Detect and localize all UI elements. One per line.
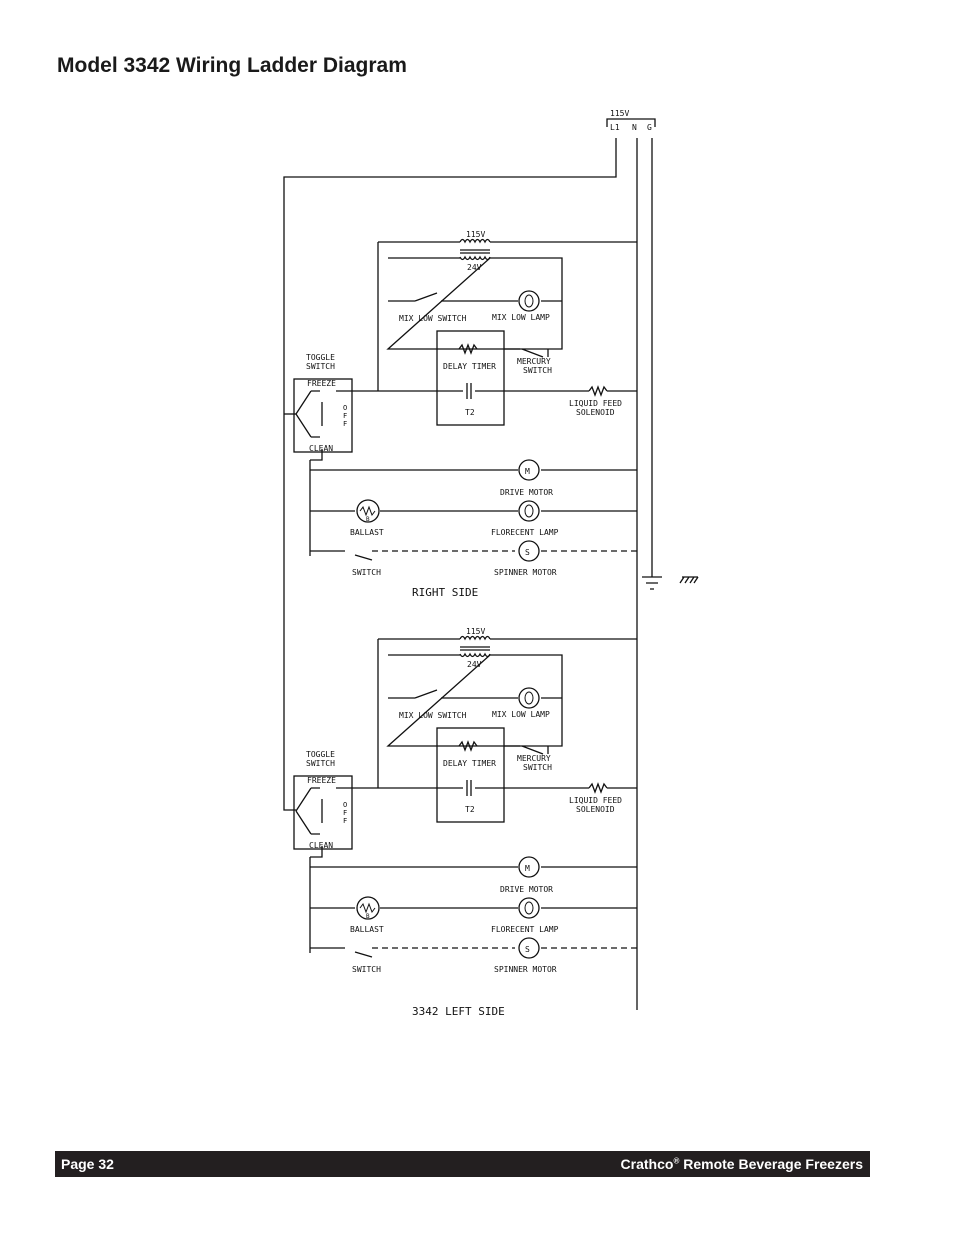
spinner-s-right: S: [525, 548, 530, 557]
page-footer: [55, 1151, 870, 1177]
florecent-lamp-right: [519, 501, 539, 521]
mix-low-lamp-label-left: MIX LOW LAMP: [492, 710, 550, 719]
page-number: Page 32: [61, 1156, 114, 1172]
brand-name: Crathco: [620, 1156, 674, 1172]
xfmr-primary-coil-right: [460, 240, 490, 243]
mercury-label2-left: SWITCH: [523, 763, 552, 772]
solenoid-label-left: SOLENOID: [576, 805, 615, 814]
spinner-motor-label-right: SPINNER MOTOR: [494, 568, 557, 577]
off-f1-left: F: [343, 809, 348, 817]
page-title: Model 3342 Wiring Ladder Diagram: [57, 54, 407, 77]
toggle-label-right: TOGGLE: [306, 353, 335, 362]
mercury-label-right: MERCURY: [517, 357, 551, 366]
left-side-label: 3342 LEFT SIDE: [412, 1005, 505, 1018]
footer-brand: [621, 1156, 863, 1172]
l1-wire: [284, 138, 616, 810]
xfmr-secondary-label-left: 24V: [467, 660, 482, 669]
drive-motor-label-right: DRIVE MOTOR: [500, 488, 553, 497]
switch-label-left: SWITCH: [352, 965, 381, 974]
mix-low-lamp-label-right: MIX LOW LAMP: [492, 313, 550, 322]
clean-label-left: CLEAN: [309, 841, 334, 850]
registered-mark: ®: [673, 1156, 680, 1166]
right-side-label: RIGHT SIDE: [412, 586, 479, 599]
toggle-label-left: TOGGLE: [306, 750, 335, 759]
xfmr-secondary-coil-left: [460, 654, 490, 657]
t2-label-left: T2: [465, 805, 475, 814]
supply-l1: L1: [610, 123, 620, 132]
product-name: Remote Beverage Freezers: [679, 1156, 863, 1172]
mix-low-switch-label-right: MIX LOW SWITCH: [399, 314, 467, 323]
freeze-label-left: FREEZE: [307, 776, 336, 785]
delay-timer-label-right: DELAY TIMER: [443, 362, 496, 371]
switch-label-right: SWITCH: [352, 568, 381, 577]
ballast-label-right: BALLAST: [350, 528, 384, 537]
off-o-left: O: [343, 801, 348, 809]
right-side-circuit: [294, 230, 637, 599]
spinner-s-left: S: [525, 945, 530, 954]
florecent-lamp-label-right: FLORECENT LAMP: [491, 528, 559, 537]
florecent-lamp-label-left: FLORECENT LAMP: [491, 925, 559, 934]
motor-m-right: M: [525, 467, 530, 476]
chassis-ground-symbol: [680, 577, 698, 583]
liquid-feed-label-left: LIQUID FEED: [569, 796, 622, 805]
toggle-label2-left: SWITCH: [306, 759, 335, 768]
mercury-label2-right: SWITCH: [523, 366, 552, 375]
clean-label-right: CLEAN: [309, 444, 334, 453]
off-f1-right: F: [343, 412, 348, 420]
supply-g: G: [647, 123, 652, 132]
solenoid-label-right: SOLENOID: [576, 408, 615, 417]
mix-low-lamp-left: [519, 688, 539, 708]
supply-voltage: 115V: [610, 109, 630, 118]
left-side-circuit: [294, 627, 637, 1018]
supply-wiring: [284, 119, 698, 1010]
t2-label-right: T2: [465, 408, 475, 417]
xfmr-primary-label-left: 115V: [466, 627, 486, 636]
motor-m-left: M: [525, 864, 530, 873]
ballast-label-left: BALLAST: [350, 925, 384, 934]
mix-low-switch-label-left: MIX LOW SWITCH: [399, 711, 467, 720]
ballast-b-right: B: [366, 516, 370, 523]
spinner-motor-label-left: SPINNER MOTOR: [494, 965, 557, 974]
xfmr-primary-label-right: 115V: [466, 230, 486, 239]
ground-symbol: [642, 138, 662, 589]
florecent-lamp-left: [519, 898, 539, 918]
mix-low-lamp-right: [519, 291, 539, 311]
supply-n: N: [632, 123, 637, 132]
xfmr-secondary-label-right: 24V: [467, 263, 482, 272]
off-o-right: O: [343, 404, 348, 412]
ballast-b-left: B: [366, 913, 370, 920]
delay-timer-label-left: DELAY TIMER: [443, 759, 496, 768]
freeze-label-right: FREEZE: [307, 379, 336, 388]
drive-motor-label-left: DRIVE MOTOR: [500, 885, 553, 894]
liquid-feed-label-right: LIQUID FEED: [569, 399, 622, 408]
xfmr-primary-coil-left: [460, 637, 490, 640]
off-f2-left: F: [343, 817, 348, 825]
toggle-label2-right: SWITCH: [306, 362, 335, 371]
mercury-label-left: MERCURY: [517, 754, 551, 763]
xfmr-secondary-coil-right: [460, 257, 490, 260]
off-f2-right: F: [343, 420, 348, 428]
